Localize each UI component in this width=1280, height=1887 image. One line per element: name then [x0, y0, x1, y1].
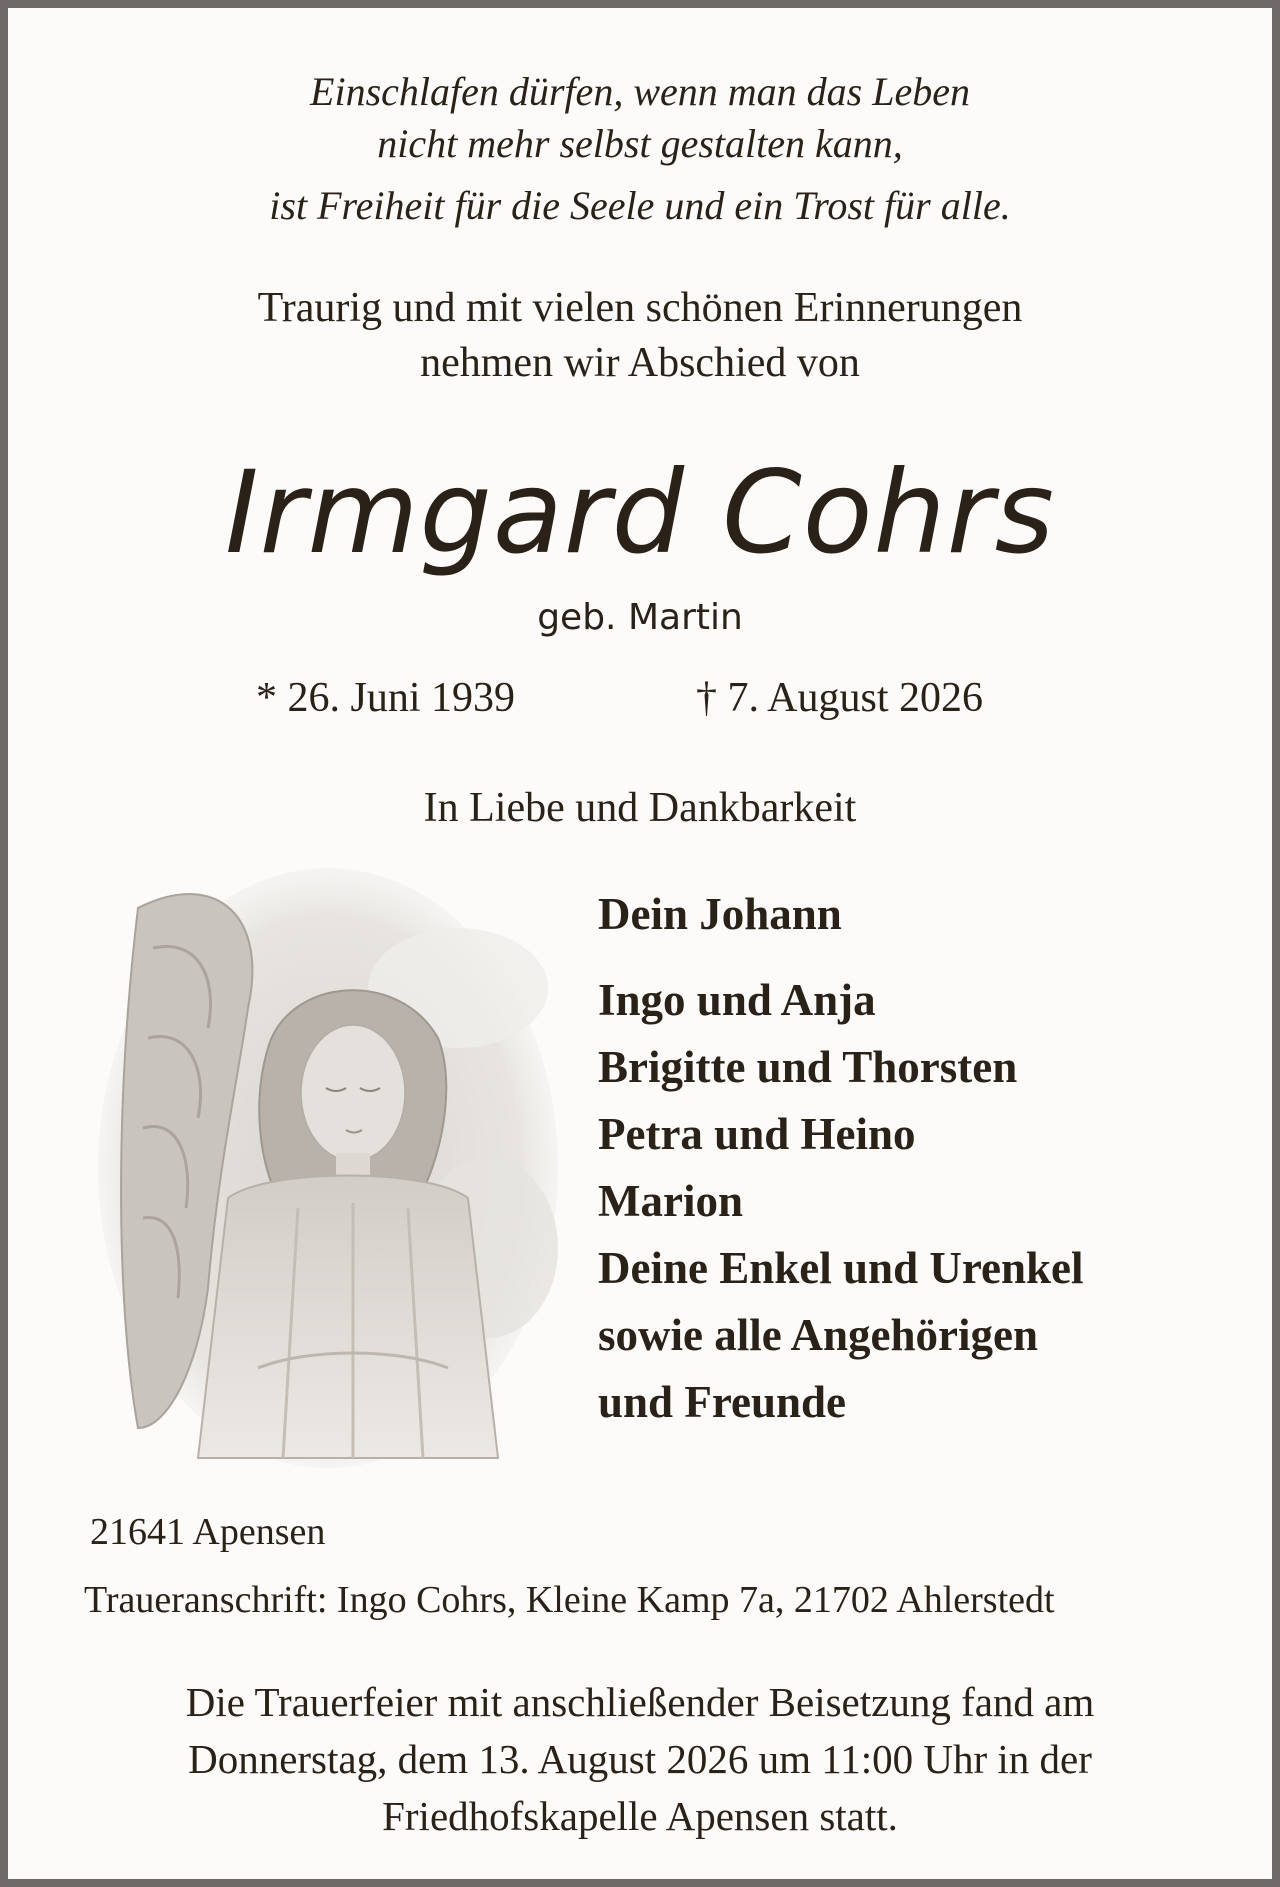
mourner-line: sowie alle Angehörigen [598, 1310, 1038, 1360]
mourner-line: Deine Enkel und Urenkel [598, 1243, 1084, 1293]
mourner-line: Petra und Heino [598, 1109, 916, 1159]
service-line-3: Friedhofskapelle Apensen statt. [382, 1793, 898, 1839]
death-date: † 7. August 2026 [696, 675, 984, 721]
dedication: In Liebe und Dankbarkeit [423, 785, 857, 831]
mourner-spouse: Dein Johann [598, 889, 842, 939]
service-line-1: Die Trauerfeier mit anschließender Beisetzung fand am [185, 1679, 1095, 1725]
poem-line-1: Einschlafen dürfen, wenn man das Leben [310, 69, 970, 114]
angel-illustration-icon [98, 868, 558, 1468]
poem-line-2: nicht mehr selbst gestalten kann, [377, 121, 903, 166]
mourner-line: Ingo und Anja [598, 975, 876, 1025]
mourner-line: Marion [598, 1176, 743, 1226]
mourner-line: Brigitte und Thorsten [598, 1042, 1018, 1092]
deceased-name: Irmgard Cohrs [224, 446, 1056, 579]
maiden-name: geb. Martin [537, 597, 743, 638]
location: 21641 Apensen [90, 1511, 326, 1553]
mourner-line: und Freunde [598, 1377, 847, 1427]
intro-line-1: Traurig und mit vielen schönen Erinnerungen [257, 285, 1023, 331]
mourning-address: Traueranschrift: Ingo Cohrs, Kleine Kamp 7a, 21702 Ahlerstedt [84, 1579, 1055, 1621]
service-line-2: Donnerstag, dem 13. August 2026 um 11:00 Uhr in der [188, 1736, 1092, 1782]
poem-line-3: ist Freiheit für die Seele und ein Trost für alle. [269, 183, 1011, 228]
intro-line-2: nehmen wir Abschied von [420, 340, 860, 386]
birth-date: * 26. Juni 1939 [256, 675, 516, 721]
